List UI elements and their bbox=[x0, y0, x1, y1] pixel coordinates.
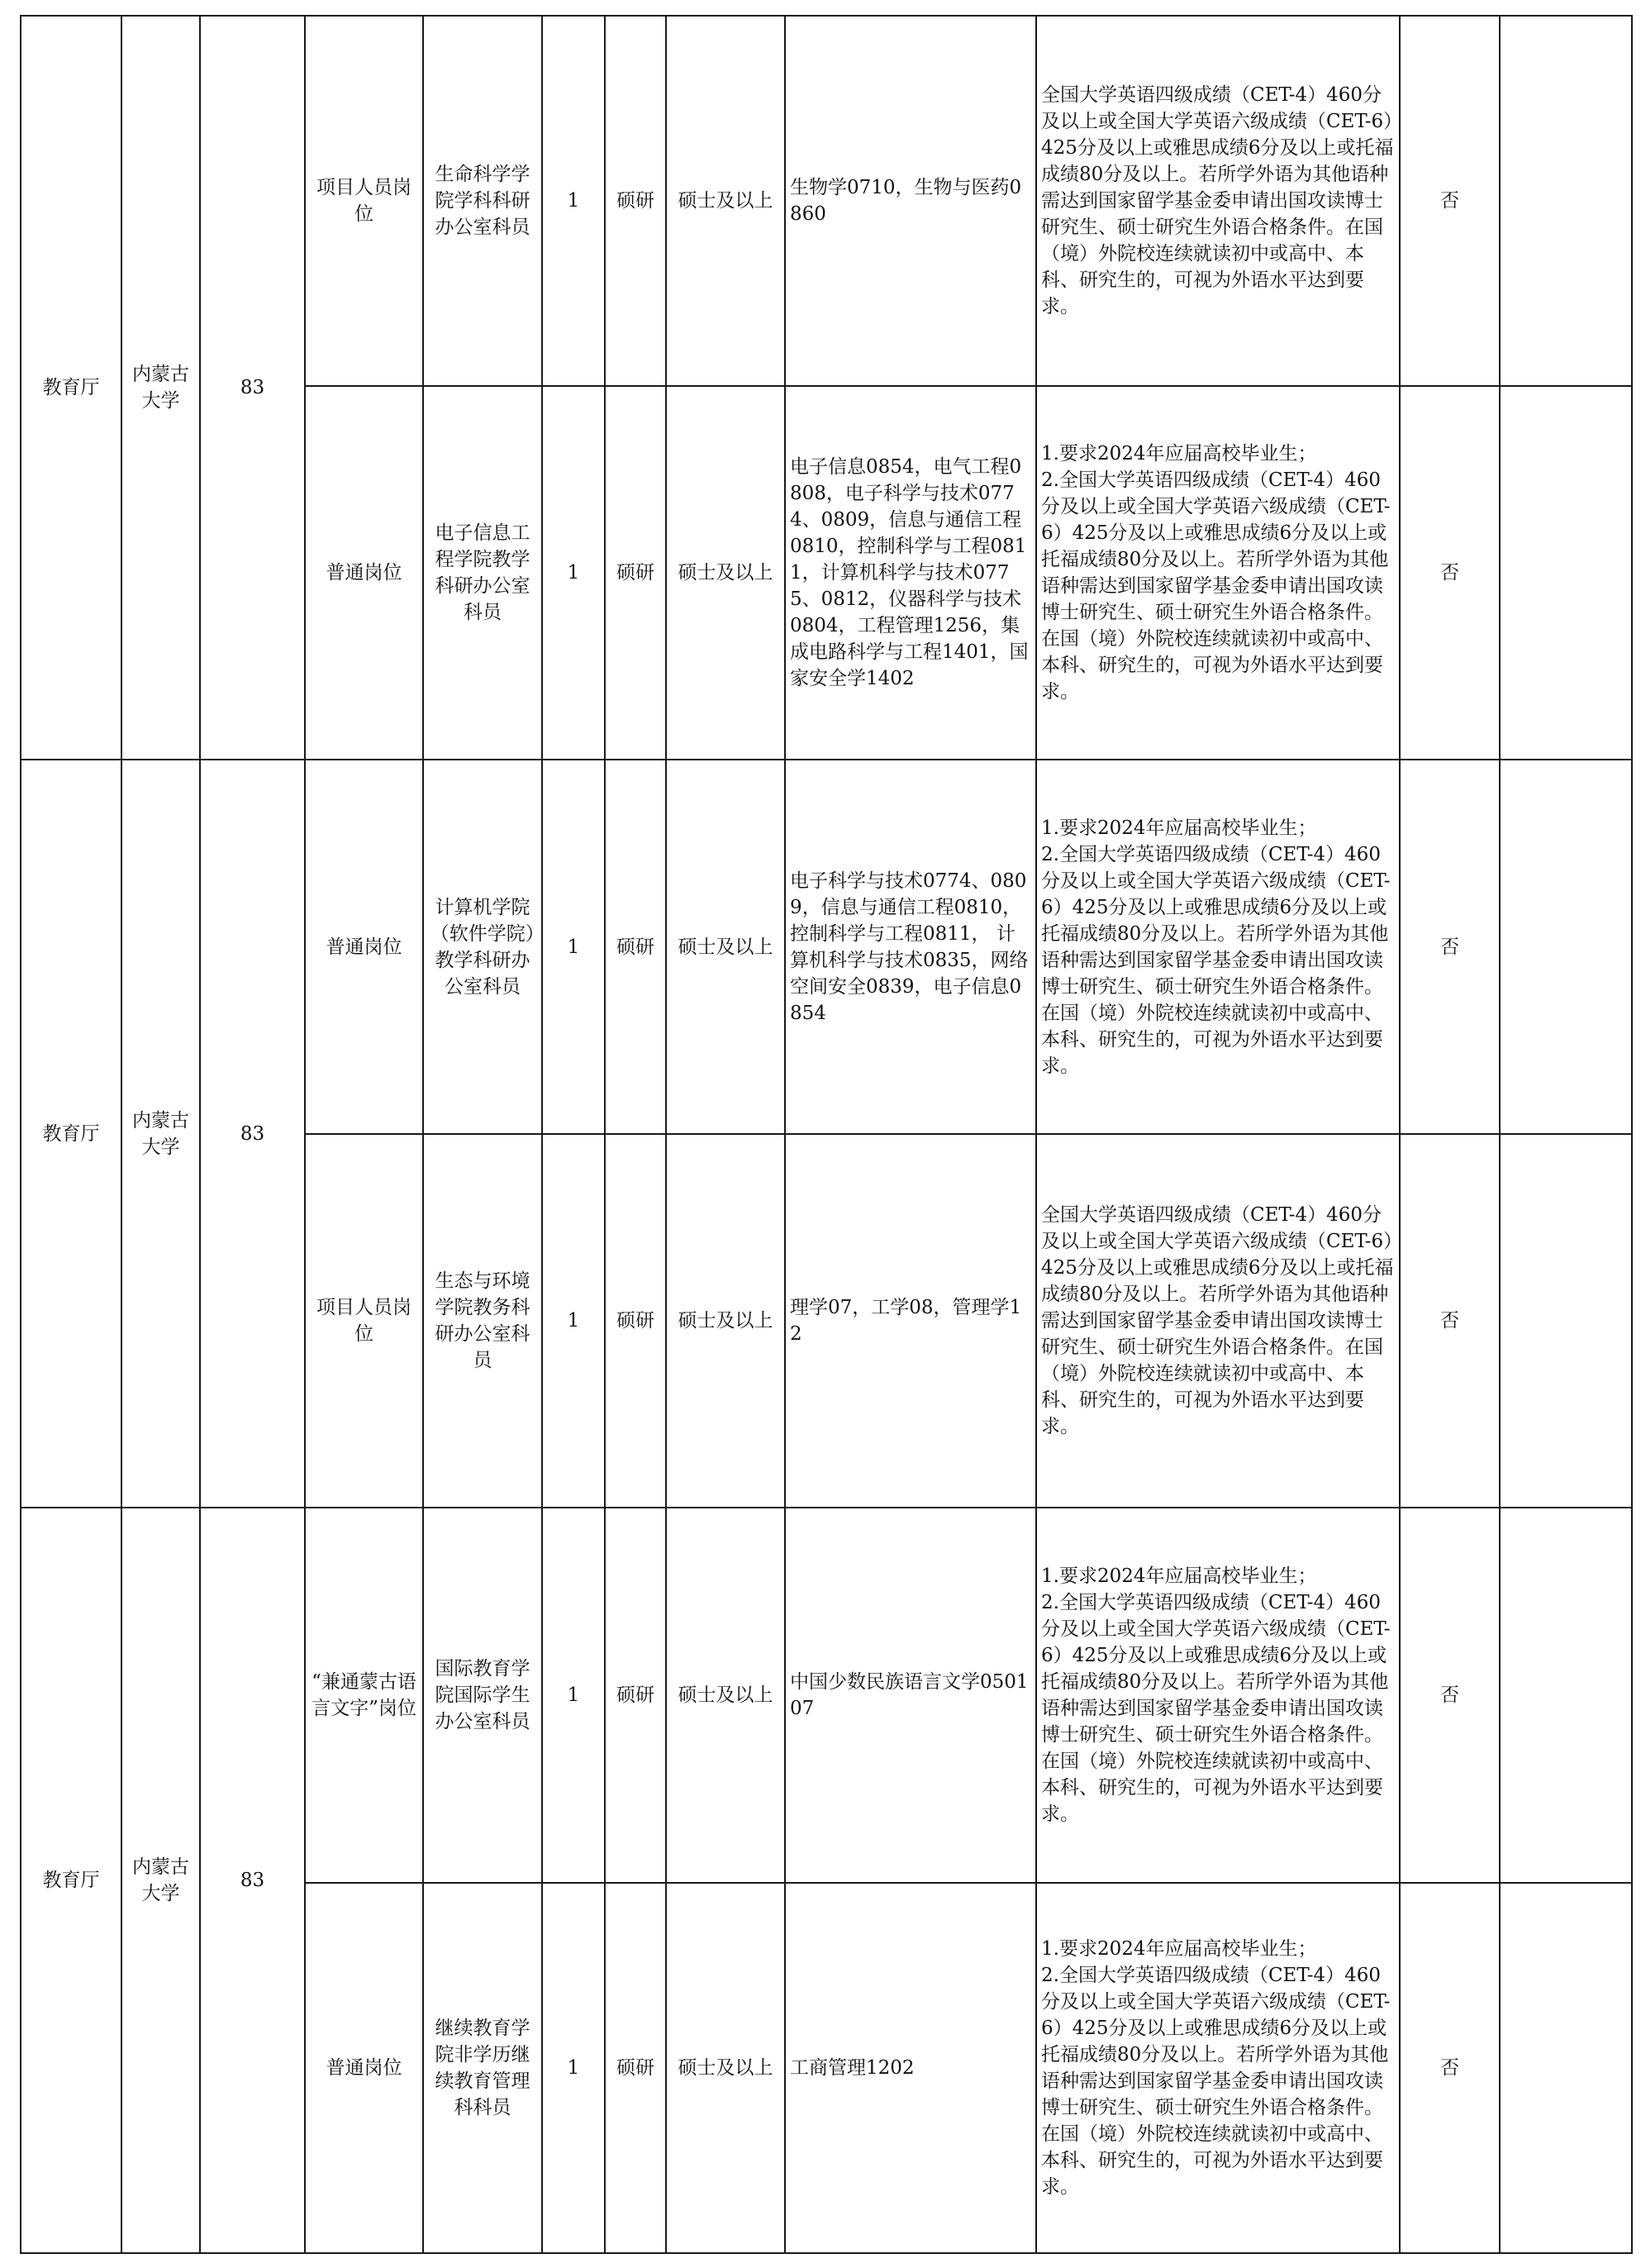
department-cell: 教育厅 bbox=[21, 760, 121, 1508]
limit-cell: 否 bbox=[1400, 1508, 1500, 1883]
degree-cell: 硕士及以上 bbox=[666, 16, 785, 386]
post-type-cell: 项目人员岗位 bbox=[305, 16, 423, 386]
limit-cell: 否 bbox=[1400, 386, 1500, 760]
table-row bbox=[21, 16, 1632, 386]
count-cell: 1 bbox=[542, 760, 605, 1134]
limit-cell: 否 bbox=[1400, 1134, 1500, 1508]
requirements-cell: 1.要求2024年应届高校毕业生； 2.全国大学英语四级成绩（CET-4）460分及以上或全国大学英语六级成绩（CET-6）425分及以上或雅思成绩6分及以上或托福成绩80分及以上。若所学外语为其他语种需达到国家留学基金委申请出国攻读博士研究生、硕士研究生外语合格条件。在国（境）外院校连续就读初中或高中、本科、研究生的，可视为外语水平达到要求。 bbox=[1036, 386, 1400, 760]
remarks-cell bbox=[1500, 1508, 1632, 1883]
post-name-cell: 国际教育学院国际学生办公室科员 bbox=[423, 1508, 542, 1883]
post-type-cell: 普通岗位 bbox=[305, 386, 423, 760]
requirements-cell: 1.要求2024年应届高校毕业生； 2.全国大学英语四级成绩（CET-4）460分及以上或全国大学英语六级成绩（CET-6）425分及以上或雅思成绩6分及以上或托福成绩80分及以上。若所学外语为其他语种需达到国家留学基金委申请出国攻读博士研究生、硕士研究生外语合格条件。在国（境）外院校连续就读初中或高中、本科、研究生的，可视为外语水平达到要求。 bbox=[1036, 1883, 1400, 2253]
employer-cell: 内蒙古大学 bbox=[121, 16, 200, 760]
education-cell: 硕研 bbox=[605, 1508, 666, 1883]
post-name-cell: 继续教育学院非学历继续教育管理科科员 bbox=[423, 1883, 542, 2253]
code-cell: 83 bbox=[200, 1508, 305, 2253]
major-cell: 中国少数民族语言文学050107 bbox=[785, 1508, 1036, 1883]
degree-cell: 硕士及以上 bbox=[666, 1508, 785, 1883]
count-cell: 1 bbox=[542, 1883, 605, 2253]
limit-cell: 否 bbox=[1400, 760, 1500, 1134]
post-type-cell: “兼通蒙古语言文字”岗位 bbox=[305, 1508, 423, 1883]
remarks-cell bbox=[1500, 760, 1632, 1134]
count-cell: 1 bbox=[542, 16, 605, 386]
major-cell: 电子科学与技术0774、0809，信息与通信工程0810，控制科学与工程0811， 计算机科学与技术0835，网络空间安全0839，电子信息0854 bbox=[785, 760, 1036, 1134]
education-cell: 硕研 bbox=[605, 1883, 666, 2253]
post-type-cell: 项目人员岗位 bbox=[305, 1134, 423, 1508]
code-cell: 83 bbox=[200, 760, 305, 1508]
remarks-cell bbox=[1500, 386, 1632, 760]
major-cell: 工商管理1202 bbox=[785, 1883, 1036, 2253]
post-type-cell: 普通岗位 bbox=[305, 1883, 423, 2253]
count-cell: 1 bbox=[542, 1508, 605, 1883]
major-cell: 生物学0710，生物与医药0860 bbox=[785, 16, 1036, 386]
requirements-cell: 1.要求2024年应届高校毕业生； 2.全国大学英语四级成绩（CET-4）460分及以上或全国大学英语六级成绩（CET-6）425分及以上或雅思成绩6分及以上或托福成绩80分及以上。若所学外语为其他语种需达到国家留学基金委申请出国攻读博士研究生、硕士研究生外语合格条件。在国（境）外院校连续就读初中或高中、本科、研究生的，可视为外语水平达到要求。 bbox=[1036, 1508, 1400, 1883]
education-cell: 硕研 bbox=[605, 16, 666, 386]
employer-cell: 内蒙古大学 bbox=[121, 1508, 200, 2253]
limit-cell: 否 bbox=[1400, 16, 1500, 386]
count-cell: 1 bbox=[542, 1134, 605, 1508]
employer-cell: 内蒙古大学 bbox=[121, 760, 200, 1508]
table-row bbox=[21, 1508, 1632, 1883]
post-name-cell: 生命科学学院学科科研办公室科员 bbox=[423, 16, 542, 386]
department-cell: 教育厅 bbox=[21, 16, 121, 760]
education-cell: 硕研 bbox=[605, 760, 666, 1134]
requirements-cell: 全国大学英语四级成绩（CET-4）460分及以上或全国大学英语六级成绩（CET-6）425分及以上或雅思成绩6分及以上或托福成绩80分及以上。若所学外语为其他语种需达到国家留学基金委申请出国攻读博士研究生、硕士研究生外语合格条件。在国（境）外院校连续就读初中或高中、本科、研究生的，可视为外语水平达到要求。 bbox=[1036, 16, 1400, 386]
degree-cell: 硕士及以上 bbox=[666, 760, 785, 1134]
limit-cell: 否 bbox=[1400, 1883, 1500, 2253]
remarks-cell bbox=[1500, 1134, 1632, 1508]
department-cell: 教育厅 bbox=[21, 1508, 121, 2253]
remarks-cell bbox=[1500, 1883, 1632, 2253]
post-type-cell: 普通岗位 bbox=[305, 760, 423, 1134]
post-name-cell: 计算机学院（软件学院）教学科研办公室科员 bbox=[423, 760, 542, 1134]
degree-cell: 硕士及以上 bbox=[666, 1883, 785, 2253]
remarks-cell bbox=[1500, 16, 1632, 386]
code-cell: 83 bbox=[200, 16, 305, 760]
degree-cell: 硕士及以上 bbox=[666, 1134, 785, 1508]
post-name-cell: 生态与环境学院教务科研办公室科员 bbox=[423, 1134, 542, 1508]
post-name-cell: 电子信息工程学院教学科研办公室科员 bbox=[423, 386, 542, 760]
degree-cell: 硕士及以上 bbox=[666, 386, 785, 760]
education-cell: 硕研 bbox=[605, 1134, 666, 1508]
table-row bbox=[21, 760, 1632, 1134]
requirements-cell: 1.要求2024年应届高校毕业生； 2.全国大学英语四级成绩（CET-4）460分及以上或全国大学英语六级成绩（CET-6）425分及以上或雅思成绩6分及以上或托福成绩80分及以上。若所学外语为其他语种需达到国家留学基金委申请出国攻读博士研究生、硕士研究生外语合格条件。在国（境）外院校连续就读初中或高中、本科、研究生的，可视为外语水平达到要求。 bbox=[1036, 760, 1400, 1134]
count-cell: 1 bbox=[542, 386, 605, 760]
major-cell: 电子信息0854，电气工程0808，电子科学与技术0774、0809，信息与通信工程0810，控制科学与工程0811，计算机科学与技术0775、0812，仪器科学与技术0804，工程管理1256，集成电路科学与工程1401，国家安全学1402 bbox=[785, 386, 1036, 760]
major-cell: 理学07，工学08，管理学12 bbox=[785, 1134, 1036, 1508]
education-cell: 硕研 bbox=[605, 386, 666, 760]
recruitment-table bbox=[20, 15, 1633, 2254]
requirements-cell: 全国大学英语四级成绩（CET-4）460分及以上或全国大学英语六级成绩（CET-6）425分及以上或雅思成绩6分及以上或托福成绩80分及以上。若所学外语为其他语种需达到国家留学基金委申请出国攻读博士研究生、硕士研究生外语合格条件。在国（境）外院校连续就读初中或高中、本科、研究生的，可视为外语水平达到要求。 bbox=[1036, 1134, 1400, 1508]
